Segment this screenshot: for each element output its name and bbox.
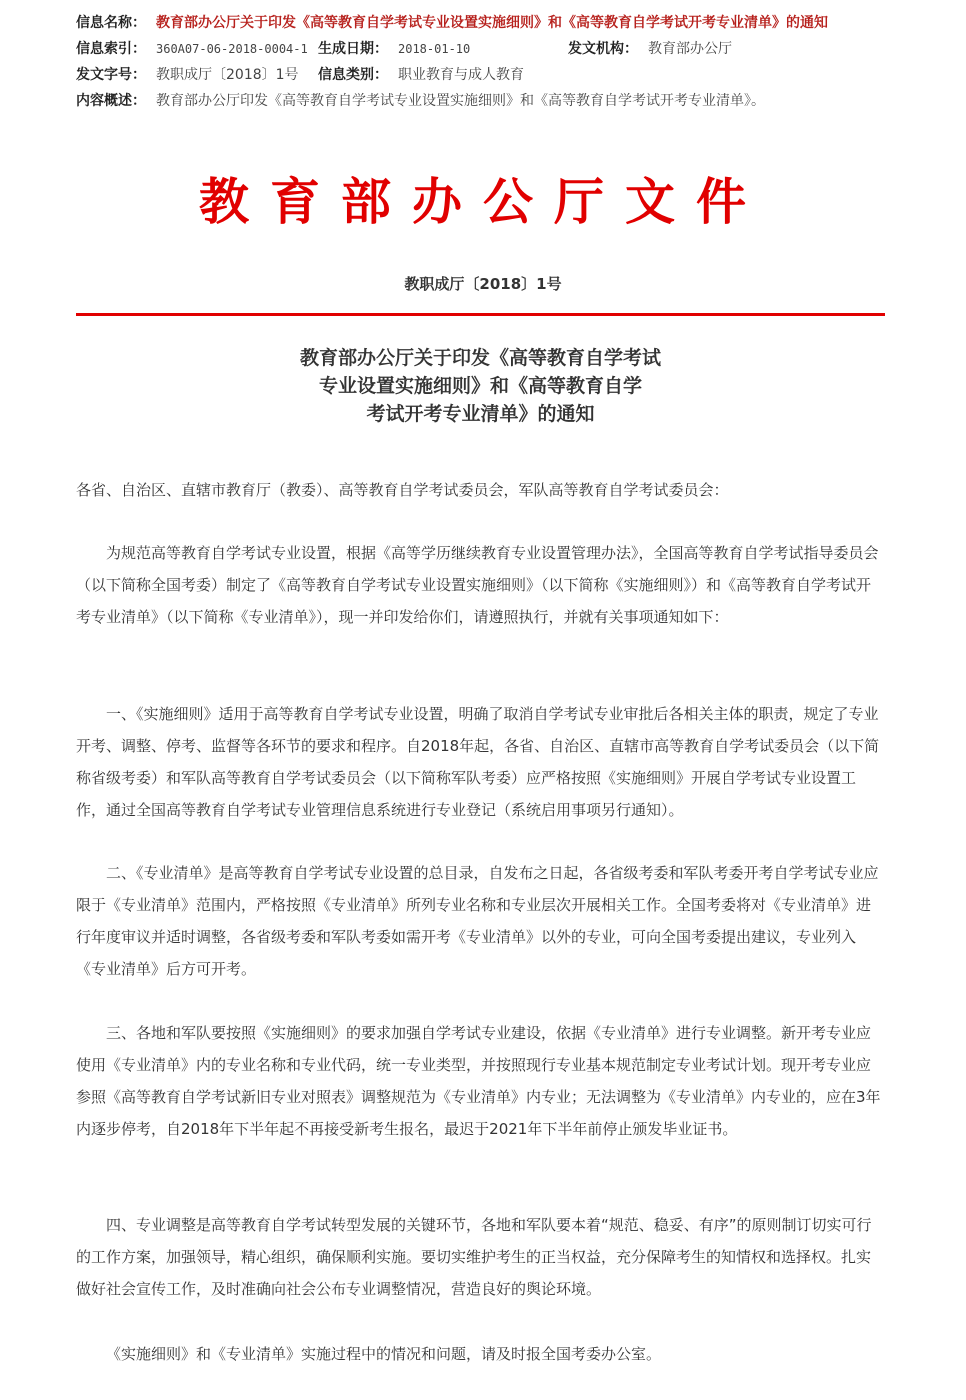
document-metadata <box>76 10 896 114</box>
item-1-paragraph: 一、《实施细则》适用于高等教育自学考试专业设置，明确了取消自学考试专业审批后各相关主体的职责，规定了专业开考、调整、停考、监督等各环节的要求和程序。自2018年起，各省、自治区、直辖市高等教育自学考试委员会（以下简称省级考委）和军队高等教育自学考试委员会（以下简称军队考委）应严格按照《实施细则》开展自学考试专业设置工作，通过全国高等教育自学考试专业管理信息系统进行专业登记（系统启用事项另行通知）。 <box>76 705 880 819</box>
intro-paragraph: 为规范高等教育自学考试专业设置，根据《高等学历继续教育专业设置管理办法》，全国高等教育自学考试指导委员会（以下简称全国考委）制定了《高等教育自学考试专业设置实施细则》（以下简称《实施细则》）和《高等教育自学考试开考专业清单》（以下简称《专业清单》），现一并印发给你们，请遵照执行，并就有关事项通知如下： <box>76 544 879 626</box>
doc-number-value: 教职成厅〔2018〕1号 <box>156 67 299 83</box>
document-number: 教职成厅〔2018〕1号 <box>404 275 562 293</box>
item-3-paragraph: 三、各地和军队要按照《实施细则》的要求加强自学考试专业建设，依据《专业清单》进行专业调整。新开考专业应使用《专业清单》内的专业名称和专业代码，统一专业类型，并按照现行专业基本规范制定专业考试计划。现开考专业应参照《高等教育自学考试新旧专业对照表》调整规范为《专业清单》内专业；无法调整为《专业清单》内专业的，应在3年内逐步停考，自2018年下半年起不再接受新考生报名，最迟于2021年下半年前停止颁发毕业证书。 <box>76 1024 881 1138</box>
title-line-1: 教育部办公厅关于印发《高等教育自学考试 <box>299 347 661 369</box>
title-line-3: 考试开考专业清单》的通知 <box>366 403 595 425</box>
info-name-label: 信息名称： <box>76 15 146 31</box>
item-2-paragraph: 二、《专业清单》是高等教育自学考试专业设置的总目录，自发布之日起，各省级考委和军队考委开考自学考试专业应限于《专业清单》范围内，严格按照《专业清单》所列专业名称和专业层次开展相关工作。全国考委将对《专业清单》进行年度审议并适时调整，各省级考委和军队考委如需开考《专业清单》以外的专业，可向全国考委提出建议，专业列入《专业清单》后方可开考。 <box>76 864 879 978</box>
document-banner: 教育部办公厅文件 <box>199 172 767 231</box>
closing-paragraph: 《实施细则》和《专业清单》实施过程中的情况和问题，请及时报全国考委办公室。 <box>106 1345 662 1363</box>
meta-row-index <box>76 36 896 62</box>
item-4-paragraph: 四、专业调整是高等教育自学考试转型发展的关键环节，各地和军队要本着“规范、稳妥、有序”的原则制订切实可行的工作方案，加强领导，精心组织，确保顺利实施。要切实维护考生的正当权益，充分保障考生的知情权和选择权。扎实做好社会宣传工作，及时准确向社会公布专业调整情况，营造良好的舆论环境。 <box>76 1216 872 1298</box>
red-divider <box>76 313 885 316</box>
summary-value: 教育部办公厅印发《高等教育自学考试专业设置实施细则》和《高等教育自学考试开考专业清单》。 <box>156 93 765 109</box>
issuing-org-label: 发文机构： <box>568 41 638 57</box>
title-line-2: 专业设置实施细则》和《高等教育自学 <box>318 375 642 397</box>
info-index-value: 360A07-06-2018-0004-1 <box>156 42 308 56</box>
info-index-label: 信息索引： <box>76 41 146 57</box>
notice-title <box>76 344 885 428</box>
issuing-org-value: 教育部办公厅 <box>648 41 732 57</box>
category-label: 信息类别： <box>318 67 388 83</box>
meta-row-name <box>76 10 896 36</box>
meta-row-docno <box>76 62 896 88</box>
meta-row-summary <box>76 88 896 114</box>
summary-label: 内容概述： <box>76 93 146 109</box>
salutation: 各省、自治区、直辖市教育厅（教委）、高等教育自学考试委员会，军队高等教育自学考试委员会： <box>76 481 729 499</box>
doc-number-label: 发文字号： <box>76 67 146 83</box>
category-value: 职业教育与成人教育 <box>398 67 524 83</box>
date-value: 2018-01-10 <box>398 42 471 56</box>
date-label: 生成日期： <box>318 41 388 57</box>
info-name-value: 教育部办公厅关于印发《高等教育自学考试专业设置实施细则》和《高等教育自学考试开考专业清单》的通知 <box>156 15 828 31</box>
